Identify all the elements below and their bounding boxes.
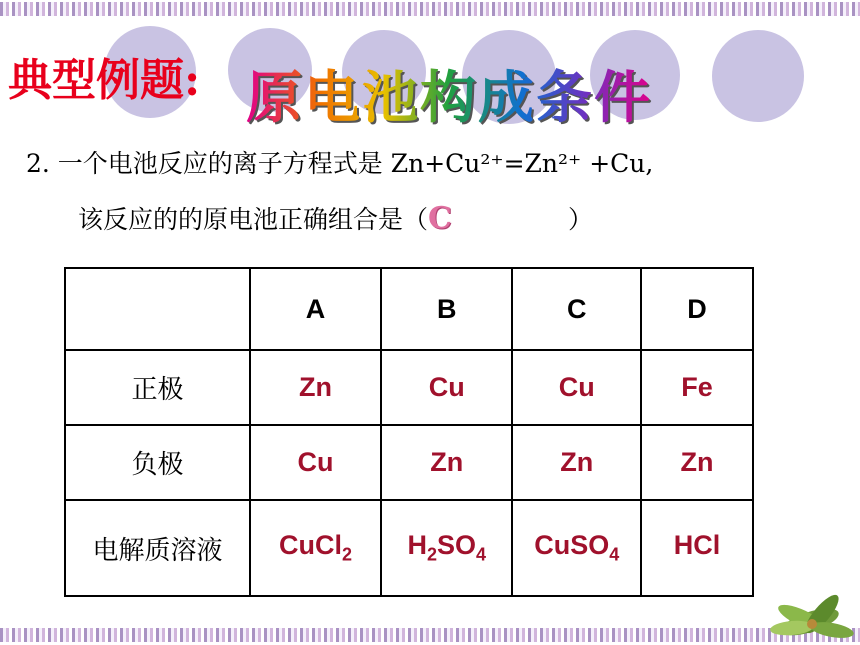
table-row-electrolyte bbox=[65, 500, 753, 596]
header-cell-a: A bbox=[250, 268, 381, 350]
title-main: 原电池构成条件 bbox=[246, 54, 652, 134]
decor-circle bbox=[712, 30, 804, 122]
question-line-2 bbox=[78, 200, 593, 236]
table-row bbox=[65, 350, 753, 425]
table-cell: Zn bbox=[512, 425, 641, 500]
table-cell: Zn bbox=[250, 350, 381, 425]
bottom-decorative-border bbox=[0, 628, 860, 642]
row-label-electrolyte: 电解质溶液 bbox=[65, 500, 250, 596]
table-header-row bbox=[65, 268, 753, 350]
header-cell-empty bbox=[65, 268, 250, 350]
electrolyte-cell: CuCl$_2$ bbox=[250, 500, 381, 596]
table-row bbox=[65, 425, 753, 500]
table-cell: Cu bbox=[512, 350, 641, 425]
plant-decoration-icon bbox=[762, 588, 858, 644]
question-line-1: 2. 一个电池反应的离子方程式是 Zn+Cu²⁺=Zn²⁺ +Cu, bbox=[26, 149, 654, 178]
question-line-2-prefix: 该反应的的原电池正确组合是（ bbox=[78, 205, 429, 234]
top-decorative-border bbox=[0, 2, 860, 16]
table-cell: Zn bbox=[381, 425, 512, 500]
header-cell-b: B bbox=[381, 268, 512, 350]
header-cell-d: D bbox=[641, 268, 753, 350]
table-cell: Cu bbox=[250, 425, 381, 500]
electrolyte-cell: CuSO$_4$ bbox=[512, 500, 641, 596]
electrolyte-cell: HCl bbox=[641, 500, 753, 596]
row-label-negative: 负极 bbox=[65, 425, 250, 500]
table-cell: Cu bbox=[381, 350, 512, 425]
comparison-table bbox=[64, 267, 754, 597]
answer-letter: C bbox=[428, 201, 452, 236]
table-cell: Zn bbox=[641, 425, 753, 500]
title-prefix: 典型例题: bbox=[8, 55, 201, 106]
row-label-positive: 正极 bbox=[65, 350, 250, 425]
electrolyte-cell: $H_2SO_4$ bbox=[381, 500, 512, 596]
question-line-2-suffix: ） bbox=[568, 205, 594, 234]
table-cell: Fe bbox=[641, 350, 753, 425]
header-cell-c: C bbox=[512, 268, 641, 350]
